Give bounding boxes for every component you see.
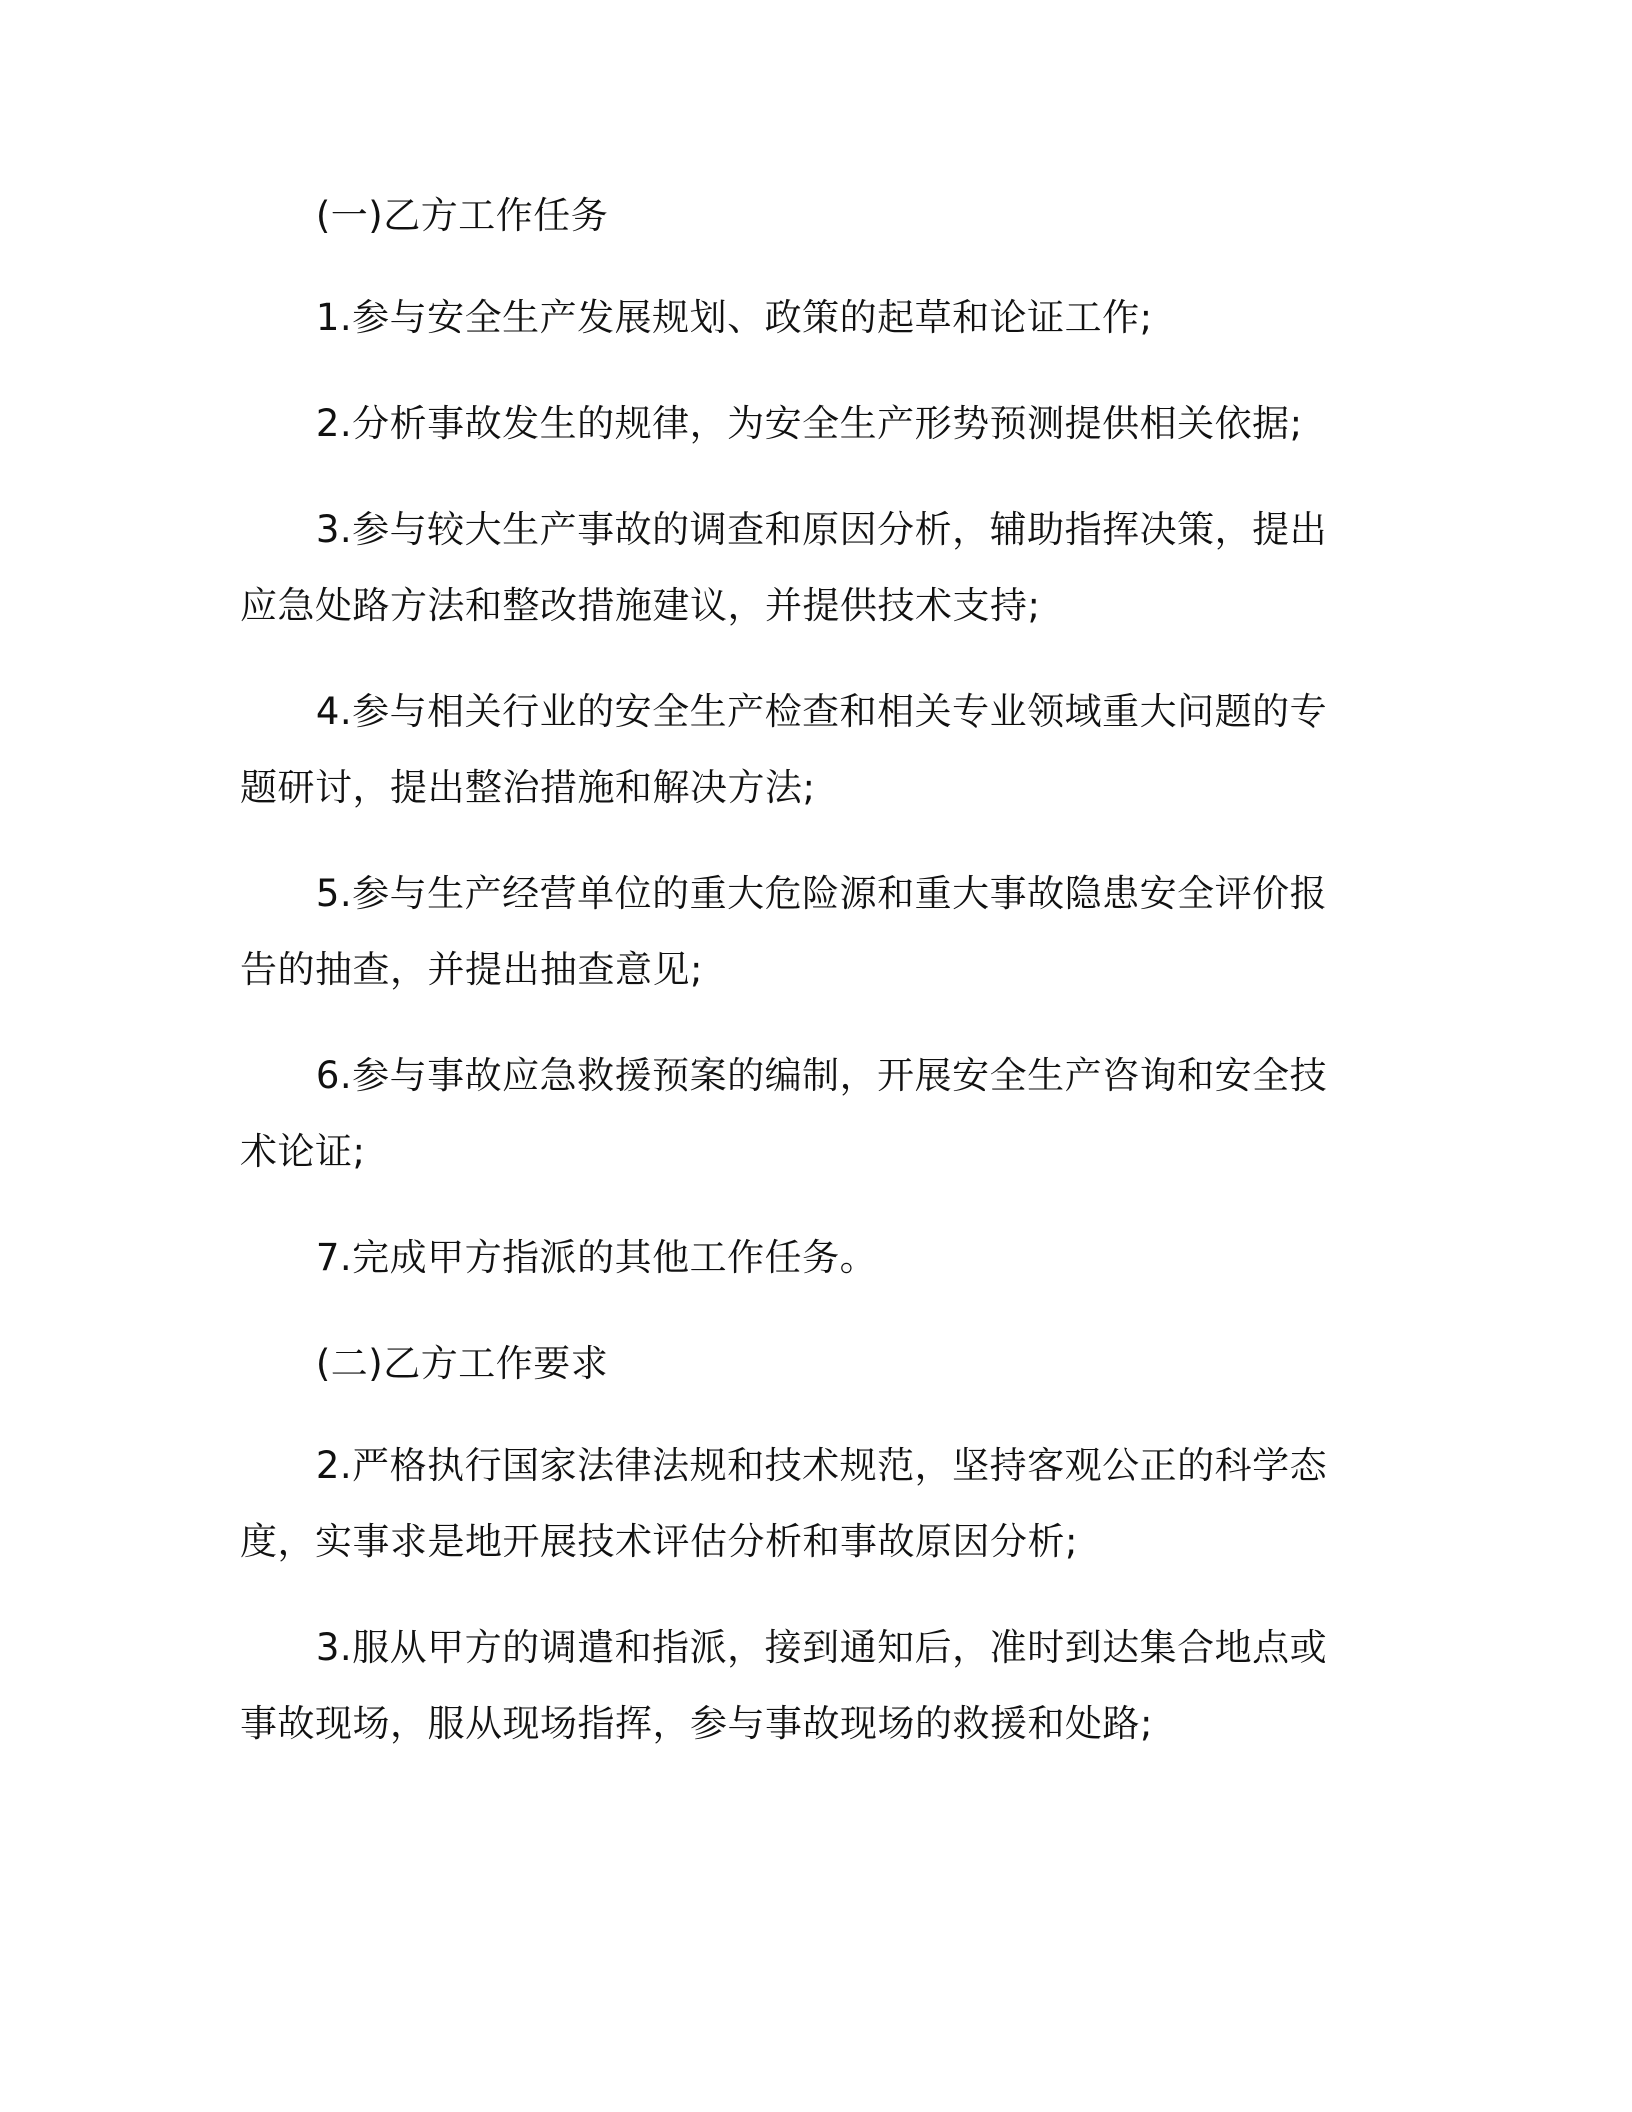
document-body [240, 178, 1364, 1792]
task-item-7: 7.完成甲方指派的其他工作任务。 [315, 1236, 878, 1279]
task-item-6: 6.参与事故应急救援预案的编制，开展安全生产咨询和安全技术论证; [240, 1054, 1328, 1173]
task-item-5: 5.参与生产经营单位的重大危险源和重大事故隐患安全评价报告的抽查，并提出抽查意见; [240, 872, 1328, 991]
task-item-1: 1.参与安全生产发展规划、政策的起草和论证工作; [315, 296, 1153, 339]
section-heading-requirements: (二)乙方工作要求 [315, 1342, 609, 1385]
section-heading-tasks: (一)乙方工作任务 [315, 194, 609, 237]
requirement-item-3: 3.服从甲方的调遣和指派，接到通知后，准时到达集合地点或事故现场，服从现场指挥，参与事故现场的救援和处路; [240, 1626, 1328, 1745]
requirement-item-2: 2.严格执行国家法律法规和技术规范，坚持客观公正的科学态度，实事求是地开展技术评估分析和事故原因分析; [240, 1444, 1328, 1563]
task-item-4: 4.参与相关行业的安全生产检查和相关专业领域重大问题的专题研讨，提出整治措施和解决方法; [240, 690, 1328, 809]
task-item-2: 2.分析事故发生的规律，为安全生产形势预测提供相关依据; [315, 402, 1303, 445]
task-item-3: 3.参与较大生产事故的调查和原因分析，辅助指挥决策，提出应急处路方法和整改措施建议，并提供技术支持; [240, 508, 1328, 627]
